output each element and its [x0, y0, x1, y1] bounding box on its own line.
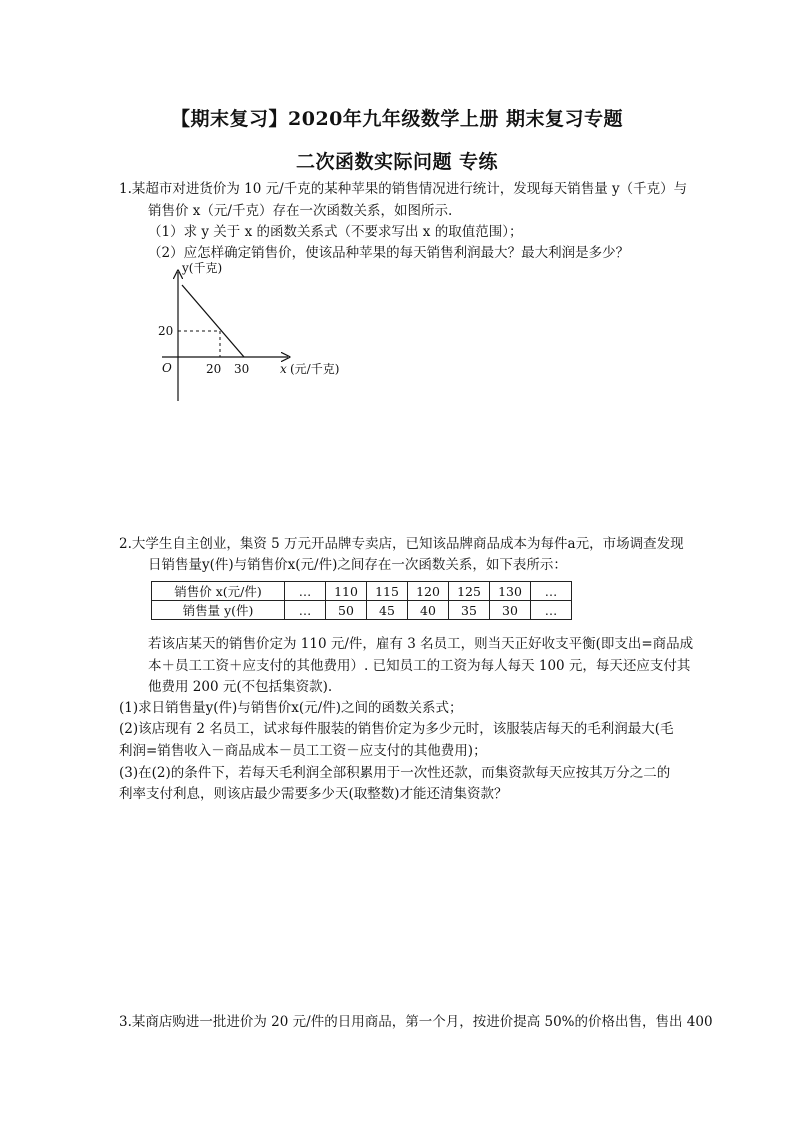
problem2-question2-line1: (2)该店现有 2 名员工，试求每件服装的销售价定为多少元时，该服装店每天的毛利润最大(毛: [119, 721, 674, 737]
page-subtitle: 二次函数实际问题 专练: [295, 151, 499, 173]
table-row: [152, 601, 572, 620]
table-header-quantity: 销售量 y(件): [152, 601, 285, 620]
x-tick-20: 20: [206, 362, 222, 376]
page-title: 【期末复习】2020年九年级数学上册 期末复习专题: [171, 108, 623, 130]
table-cell: 115: [367, 582, 408, 601]
problem2-paragraph-line1: 若该店某天的销售价定为 110 元/件，雇有 3 名员工，则当天正好收支平衡(即支出=商品成: [148, 636, 694, 652]
problem2-paragraph-line3: 他费用 200 元(不包括集资款).: [148, 679, 333, 695]
problem2-question3-line2: 利率支付利息，则该店最少需要多少天(取整数)才能还清集资款？: [119, 786, 508, 802]
table-cell: 130: [490, 582, 531, 601]
x-axis-label: (元/千克): [290, 362, 340, 376]
table-cell: …: [531, 582, 572, 601]
problem3-text-line1: 3.某商店购进一批进价为 20 元/件的日用商品，第一个月，按进价提高 50%的价格出售，售出 400: [119, 1014, 713, 1030]
y-tick-20: 20: [158, 324, 174, 338]
table-cell: 35: [449, 601, 490, 620]
table-cell: …: [285, 582, 326, 601]
problem2-question1: (1)求日销售量y(件)与销售价x(元/件)之间的函数关系式；: [119, 700, 463, 716]
table-cell: 110: [326, 582, 367, 601]
problem1-question2: （2）应怎样确定销售价，使该品种苹果的每天销售利润最大？最大利润是多少？: [148, 245, 630, 261]
table-cell: 45: [367, 601, 408, 620]
table-cell: 30: [490, 601, 531, 620]
table-row: [152, 582, 572, 601]
problem1-text-line2: 销售价 x（元/千克）存在一次函数关系，如图所示.: [148, 203, 453, 219]
problem1-graph: [140, 258, 380, 408]
x-axis-variable: x: [280, 362, 287, 376]
problem2-text-line2: 日销售量y(件)与销售价x(元/件)之间存在一次函数关系，如下表所示：: [148, 557, 567, 573]
problem1-question1: （1）求 y 关于 x 的函数关系式（不要求写出 x 的取值范围）；: [148, 224, 523, 240]
sales-table: [151, 581, 572, 620]
x-tick-30: 30: [234, 362, 250, 376]
table-cell: 40: [408, 601, 449, 620]
table-header-price: 销售价 x(元/件): [152, 582, 285, 601]
table-cell: …: [285, 601, 326, 620]
problem2-text-line1: 2.大学生自主创业，集资 5 万元开品牌专卖店，已知该品牌商品成本为每件a元，市场调查发现: [119, 536, 684, 552]
problem1-text-line1: 1.某超市对进货价为 10 元/千克的某种苹果的销售情况进行统计，发现每天销售量 y（千克）与: [119, 181, 688, 197]
table-cell: 120: [408, 582, 449, 601]
y-axis-label: y(千克): [182, 261, 223, 275]
problem2-question2-line2: 利润=销售收入－商品成本－员工工资－应支付的其他费用)；: [119, 743, 487, 759]
table-cell: …: [531, 601, 572, 620]
function-line: [182, 285, 244, 357]
problem2-paragraph-line2: 本＋员工工资＋应支付的其他费用）. 已知员工的工资为每人每天 100 元，每天还应支付其: [148, 658, 691, 674]
table-cell: 50: [326, 601, 367, 620]
origin-label: O: [162, 361, 172, 375]
problem2-question3-line1: (3)在(2)的条件下，若每天毛利润全部积累用于一次性还款，而集资款每天应按其万分之二的: [119, 765, 671, 781]
table-cell: 125: [449, 582, 490, 601]
